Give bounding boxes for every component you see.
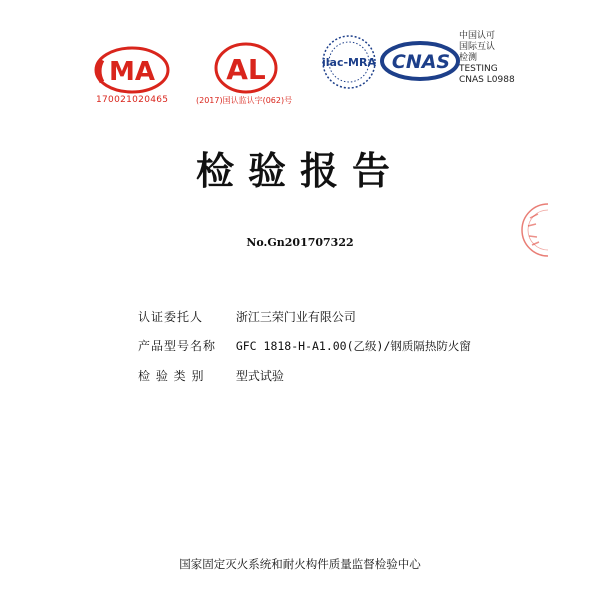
- cma-logo: [92, 40, 174, 120]
- svg-text:MA: MA: [109, 57, 155, 87]
- field-client: [138, 308, 356, 325]
- field-product: [138, 337, 471, 354]
- report-title: 检验报告: [195, 149, 404, 193]
- cnas-text-block: [459, 31, 549, 86]
- field-label: 检 验 类 别: [138, 369, 205, 383]
- svg-text:ilac-MRA: ilac-MRA: [322, 56, 376, 69]
- field-value: 型式试验: [235, 369, 284, 383]
- issuing-organization: 国家固定灭火系统和耐火构件质量监督检验中心: [179, 557, 421, 571]
- cnas-line: CNAS L0988: [459, 75, 515, 85]
- cnas-line: TESTING: [459, 64, 498, 74]
- cal-logo: [206, 38, 286, 118]
- cnas-line: 国际互认: [459, 42, 496, 52]
- field-label: 产品型号名称: [138, 339, 217, 353]
- cnas-line: 中国认可: [459, 31, 496, 41]
- field-test-type: [138, 367, 284, 384]
- cnas-line: 检测: [459, 53, 478, 63]
- ilac-mra-logo: [314, 30, 384, 110]
- cma-code: 170021020465: [96, 95, 169, 105]
- report-number: No.Gn201707322: [246, 236, 354, 249]
- svg-text:AL: AL: [226, 53, 266, 86]
- field-value: GFC 1818-H-A1.00(乙级)/钢质隔热防火窗: [235, 339, 471, 353]
- cnas-logo: [380, 40, 460, 82]
- field-label: 认证委托人: [138, 310, 204, 324]
- cal-code: (2017)国认监认字(062)号: [196, 96, 293, 105]
- svg-text:CNAS: CNAS: [391, 51, 451, 73]
- field-value: 浙江三荣门业有限公司: [235, 310, 356, 324]
